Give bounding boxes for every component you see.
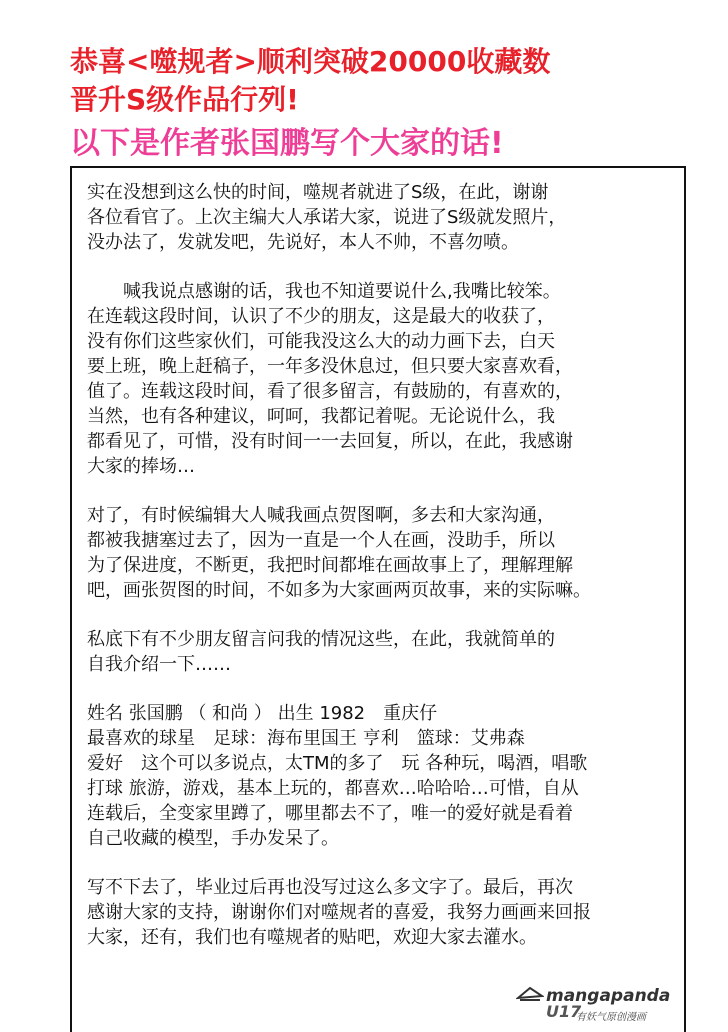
text-line: 爱好 这个可以多说点，太TM的多了 玩 各种玩，喝酒，唱歌 bbox=[87, 753, 588, 774]
author-letter bbox=[87, 180, 677, 974]
text-line: 都被我搪塞过去了，因为一直是一个人在画，没助手，所以 bbox=[87, 530, 555, 551]
paragraph bbox=[87, 875, 677, 950]
watermark-site: U17 bbox=[546, 1002, 582, 1021]
paragraph bbox=[87, 503, 677, 603]
frame-right-border bbox=[684, 166, 686, 1032]
text-line: 打球 旅游，游戏，基本上玩的，都喜欢…哈哈哈…可惜，自从 bbox=[87, 778, 579, 799]
paragraph bbox=[87, 701, 677, 851]
text-line: 姓名 张国鹏 （ 和尚 ） 出生 1982 重庆仔 bbox=[87, 703, 438, 724]
headline-author-note: 以下是作者张国鹏写个大家的话! bbox=[70, 126, 504, 161]
text-line: 自己收藏的模型，手办发呆了。 bbox=[87, 828, 339, 849]
text-line: 大家，还有，我们也有噬规者的贴吧，欢迎大家去灌水。 bbox=[87, 927, 537, 948]
text-line: 没办法了，发就发吧，先说好，本人不帅，不喜勿喷。 bbox=[87, 232, 519, 253]
frame-top-border bbox=[70, 166, 686, 168]
paragraph bbox=[87, 627, 677, 677]
text-line: 连载后，全变家里蹲了，哪里都去不了，唯一的爱好就是看着 bbox=[87, 803, 573, 824]
text-line: 对了，有时候编辑大人喊我画点贺图啊，多去和大家沟通， bbox=[87, 505, 555, 526]
headline-promotion: 晋升S级作品行列! bbox=[70, 83, 299, 116]
headline-congrats: 恭喜<噬规者>顺利突破20000收藏数 bbox=[70, 45, 551, 78]
text-line: 各位看官了。上次主编大人承诺大家，说进了S级就发照片， bbox=[87, 207, 567, 228]
text-line: 在连载这段时间，认识了不少的朋友，这是最大的收获了， bbox=[87, 306, 555, 327]
text-line: 都看见了，可惜，没有时间一一去回复，所以，在此，我感谢 bbox=[87, 431, 573, 452]
text-line: 大家的捧场… bbox=[87, 456, 195, 477]
text-line: 私底下有不少朋友留言问我的情况这些，在此，我就简单的 bbox=[87, 629, 555, 650]
watermark-subtitle: 有妖气原创漫画 bbox=[576, 1012, 646, 1023]
watermark-logo: mangapanda bbox=[546, 986, 671, 1006]
text-line: 喊我说点感谢的话，我也不知道要说什么,我嘴比较笨。 bbox=[87, 281, 561, 302]
text-line: 实在没想到这么快的时间，噬规者就进了S级，在此，谢谢 bbox=[87, 182, 549, 203]
text-line: 值了。连载这段时间，看了很多留言，有鼓励的，有喜欢的， bbox=[87, 381, 573, 402]
frame-left-border bbox=[70, 166, 72, 1032]
text-line: 最喜欢的球星 足球：海布里国王 亨利 篮球：艾弗森 bbox=[87, 728, 525, 749]
text-line: 要上班，晚上赶稿子，一年多没休息过，但只要大家喜欢看， bbox=[87, 356, 573, 377]
text-line: 写不下去了，毕业过后再也没写过这么多文字了。最后，再次 bbox=[87, 877, 573, 898]
text-line: 自我介绍一下…… bbox=[87, 654, 231, 675]
text-line: 吧，画张贺图的时间，不如多为大家画两页故事，来的实际嘛。 bbox=[87, 580, 591, 601]
paragraph bbox=[87, 180, 677, 255]
watermark bbox=[546, 984, 716, 1024]
text-line: 当然，也有各种建议，呵呵，我都记着呢。无论说什么，我 bbox=[87, 406, 555, 427]
text-line: 为了保进度，不断更，我把时间都堆在画故事上了，理解理解 bbox=[87, 555, 573, 576]
hat-logo-icon bbox=[516, 984, 544, 1002]
paragraph bbox=[87, 279, 677, 479]
text-line: 感谢大家的支持，谢谢你们对噬规者的喜爱，我努力画画来回报 bbox=[87, 902, 591, 923]
text-line: 没有你们这些家伙们，可能我没这么大的动力画下去，白天 bbox=[87, 331, 555, 352]
